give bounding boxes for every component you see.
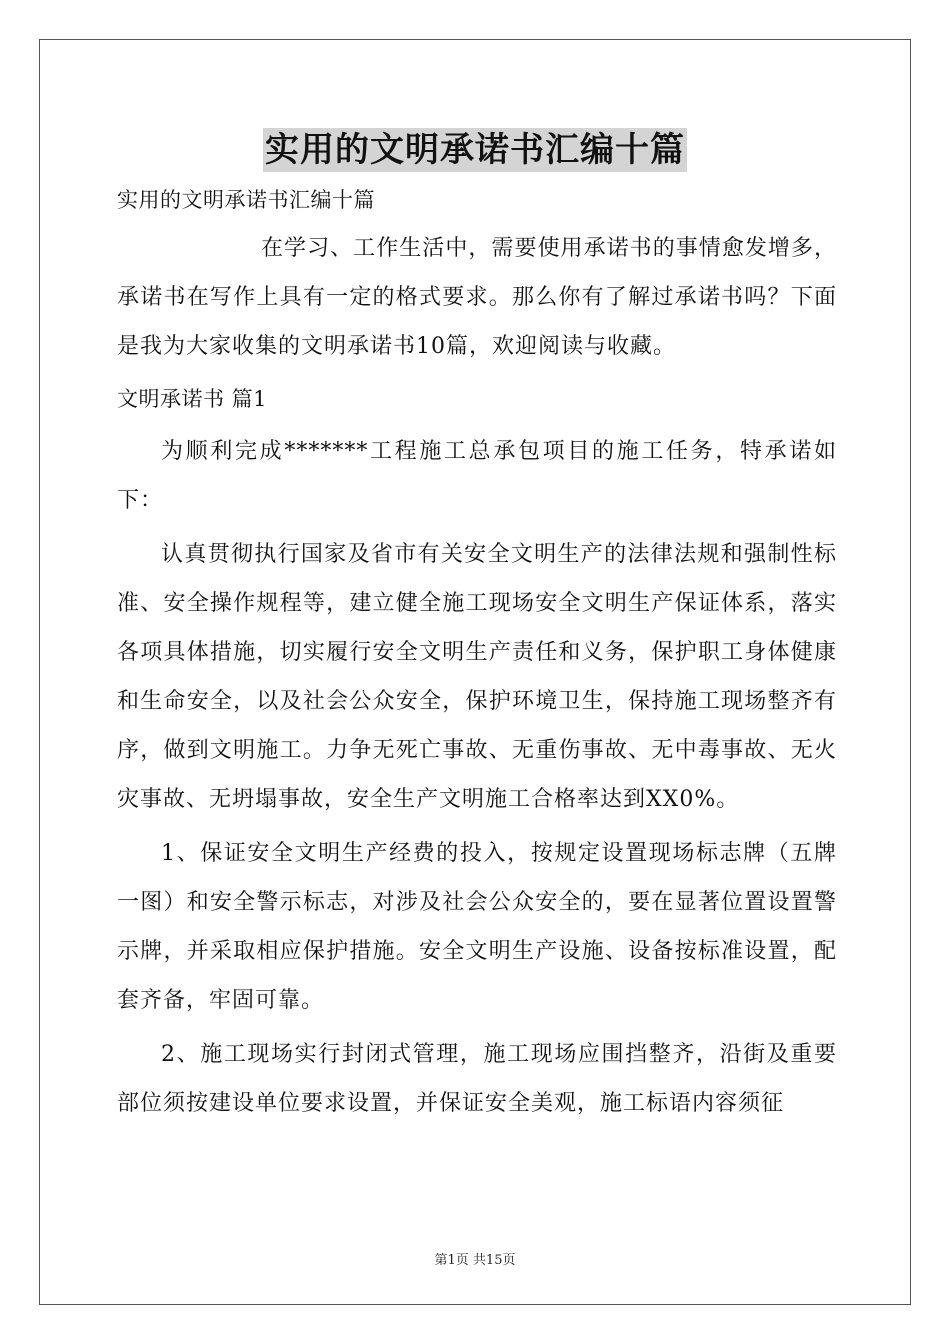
body-paragraph-1: 为顺利完成*******工程施工总承包项目的施工任务，特承诺如下： bbox=[117, 439, 837, 513]
section-heading: 文明承诺书 篇1 bbox=[117, 387, 268, 411]
body-paragraph-4: 2、施工现场实行封闭式管理，施工现场应围挡整齐，沿街及重要部位须按建设单位要求设置，并保证安全美观，施工标语内容须征 bbox=[117, 1042, 837, 1116]
document-subtitle: 实用的文明承诺书汇编十篇 bbox=[117, 188, 375, 212]
intro-paragraph: 在学习、工作生活中，需要使用承诺书的事情愈发增多，承诺书在写作上具有一定的格式要求。那么你有了解过承诺书吗？下面是我为大家收集的文明承诺书10篇，欢迎阅读与收藏。 bbox=[117, 236, 837, 359]
document-title: 实用的文明承诺书汇编十篇 bbox=[265, 130, 685, 170]
page-footer bbox=[0, 1249, 950, 1268]
body-paragraph-3: 1、保证安全文明生产经费的投入，按规定设置现场标志牌（五牌一图）和安全警示标志，对涉及社会公众安全的，要在显著位置设置警示牌，并采取相应保护措施。安全文明生产设施、设备按标准设置，配套齐备，牢固可靠。 bbox=[117, 841, 837, 1013]
body-paragraph-2: 认真贯彻执行国家及省市有关安全文明生产的法律法规和强制性标准、安全操作规程等，建立健全施工现场安全文明生产保证体系，落实各项具体措施，切实履行安全文明生产责任和义务，保护职工身体健康和生命安全，以及社会公众安全，保护环境卫生，保持施工现场整齐有序，做到文明施工。力争无死亡事故、无重伤事故、无中毒事故、无火灾事故、无坍塌事故，安全生产文明施工合格率达到XX0%。 bbox=[117, 542, 837, 812]
document-body bbox=[117, 178, 837, 1128]
title-container bbox=[0, 128, 950, 172]
page-number: 第1页 共15页 bbox=[434, 1253, 516, 1268]
